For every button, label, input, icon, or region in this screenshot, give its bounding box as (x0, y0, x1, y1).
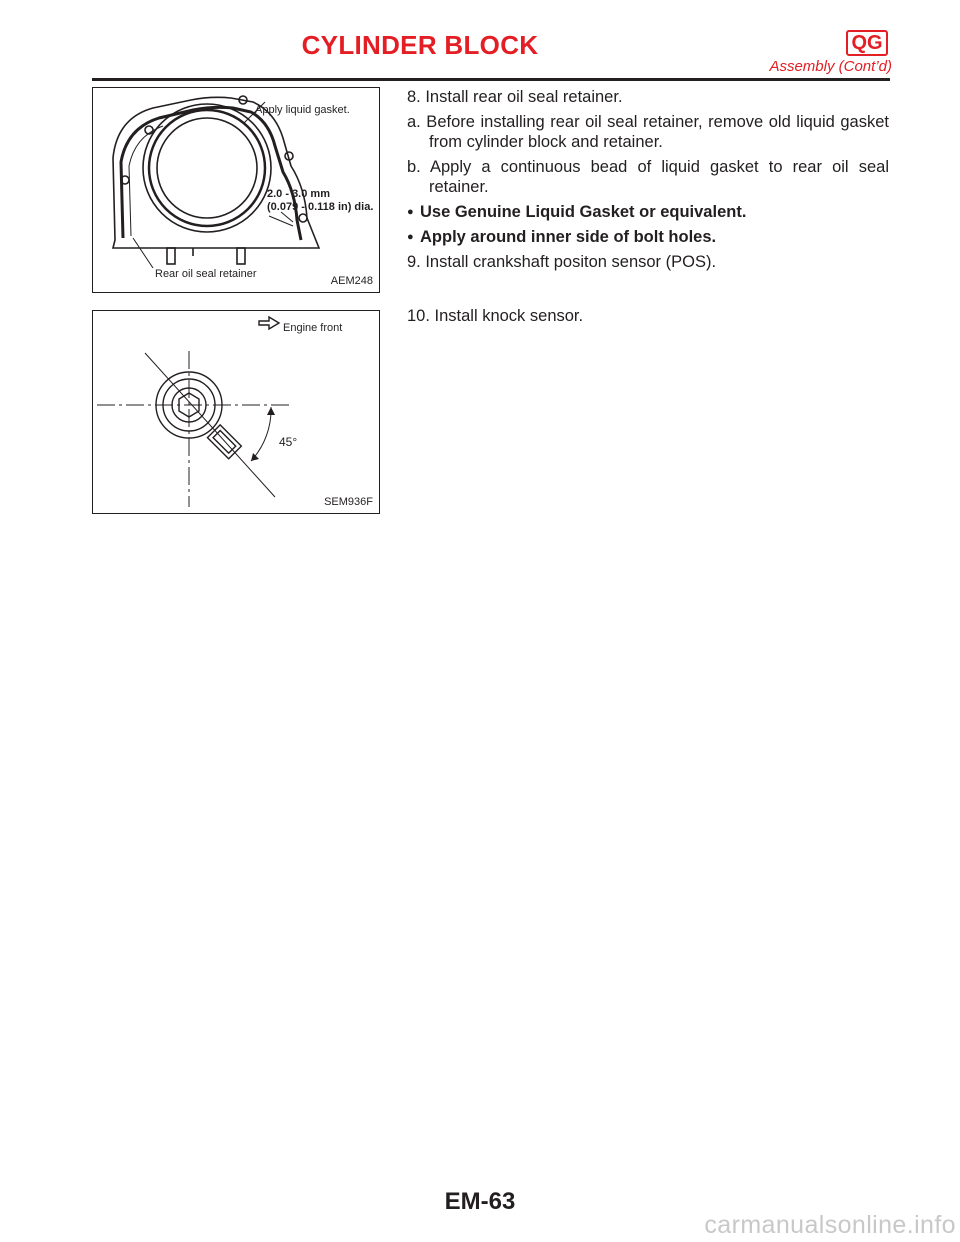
figure-code: SEM936F (324, 496, 373, 508)
figure-knock-sensor (92, 310, 380, 514)
bullet-icon: ● (407, 231, 414, 243)
bullet-item (407, 227, 889, 247)
page-number: EM-63 (444, 1188, 516, 1215)
seal-bore-outer (143, 104, 271, 232)
label-bead-dimension-in: (0.079 - 0.118 in) dia. (267, 201, 374, 213)
bullet-text: Apply around inner side of bolt holes. (420, 228, 717, 246)
bullet-text: Use Genuine Liquid Gasket or equivalent. (420, 203, 747, 221)
label-apply-liquid-gasket: Apply liquid gasket. (255, 104, 350, 116)
step-8a: a. Before installing rear oil seal retainer, remove old liquid gasket from cylinder block and retainer. (407, 113, 889, 151)
figure-code: AEM248 (330, 275, 373, 287)
seal-bore-ring (149, 110, 265, 226)
label-rear-oil-seal-retainer: Rear oil seal retainer (155, 268, 257, 280)
bullet-item (407, 202, 889, 222)
label-bead-dimension-mm: 2.0 - 3.0 mm (267, 188, 330, 200)
engine-front-arrow-icon (259, 317, 279, 329)
section-subtitle: Assembly (Cont’d) (769, 58, 892, 75)
procedure-step-10 (407, 306, 889, 331)
knock-sensor-illustration (93, 311, 379, 513)
bolt-hole-icon (299, 214, 307, 222)
step-8: 8. Install rear oil seal retainer. (407, 88, 623, 106)
label-angle: 45° (279, 435, 298, 449)
engine-code-badge: QG (846, 30, 888, 56)
watermark: carmanualsonline.info (704, 1211, 956, 1239)
step-8b: b. Apply a continuous bead of liquid gasket to rear oil seal retainer. (407, 158, 889, 196)
label-engine-front: Engine front (283, 322, 343, 334)
bullet-icon: ● (407, 206, 414, 218)
procedure-steps (407, 87, 889, 277)
step-9: 9. Install crankshaft positon sensor (POS). (407, 253, 717, 271)
seal-bore-inner (157, 118, 257, 218)
header-divider (92, 78, 890, 81)
retainer-illustration (93, 88, 379, 292)
figure-rear-oil-seal-retainer (92, 87, 380, 293)
step-10: 10. Install knock sensor. (407, 307, 584, 325)
section-title: CYLINDER BLOCK (301, 30, 539, 60)
